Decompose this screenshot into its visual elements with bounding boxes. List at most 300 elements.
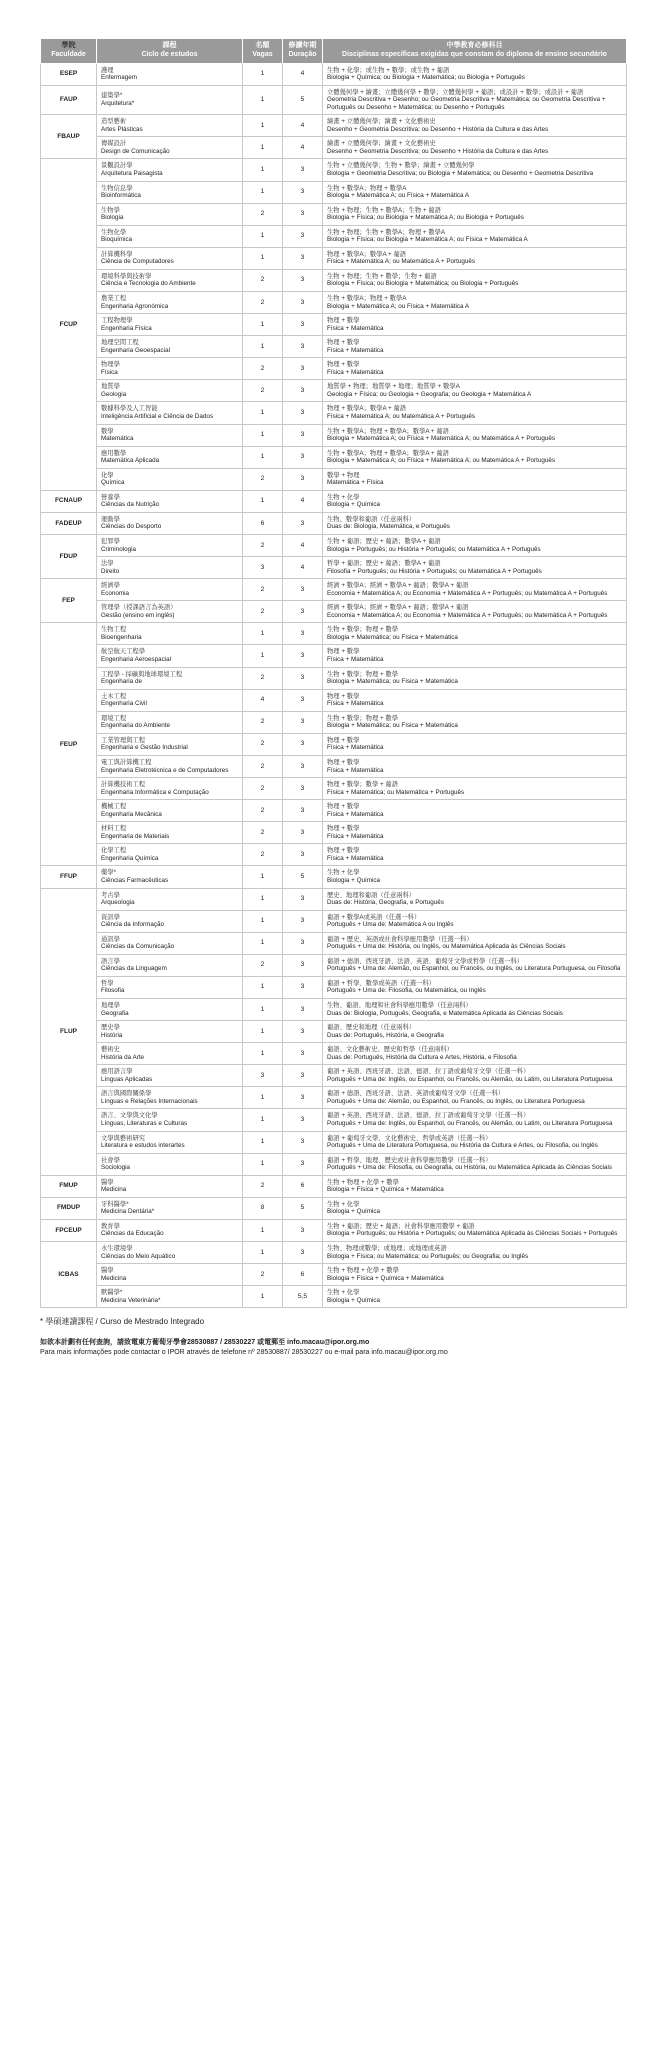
- table-row: [41, 1175, 627, 1197]
- table-row: [41, 225, 627, 247]
- disciplinas-pt: Física + Matemática: [327, 854, 384, 862]
- disciplinas-zh: 葡語、文化藝術史、歷史和哲學（任意兩科）: [327, 1046, 453, 1054]
- table-row: [41, 733, 627, 755]
- course-cell: [97, 822, 243, 844]
- disciplinas-cell: [323, 755, 627, 777]
- disciplinas-zh: 生物 + 物理 + 化學 + 數學: [327, 1178, 399, 1186]
- disciplinas-zh: 物理 + 數學A；數學A + 葡語: [327, 250, 407, 258]
- course-name-pt: Línguas Aplicadas: [101, 1075, 153, 1083]
- disciplinas-pt: Português + Uma de: Filosofia, ou Geografia, ou História, ou Matemática Aplicada às Ciências Sociais: [327, 1164, 613, 1172]
- faculty-cell: FPCEUP: [41, 1219, 97, 1241]
- vagas-cell: 1: [243, 247, 283, 269]
- vagas-cell: 1: [243, 932, 283, 954]
- disciplinas-zh: 生物、物理或數學；或地理；或地理或英語: [327, 1245, 447, 1253]
- contact-footer: [40, 1338, 448, 1358]
- disciplinas-cell: [323, 1197, 627, 1219]
- disciplinas-zh: 物理 + 數學: [327, 648, 360, 656]
- course-name-pt: Engenharia Informática e Computação: [101, 788, 209, 796]
- table-row: [41, 778, 627, 800]
- course-name-zh: 機械工程: [101, 803, 127, 811]
- course-name-pt: Física: [101, 368, 118, 376]
- vagas-cell: 1: [243, 998, 283, 1020]
- disciplinas-cell: [323, 1131, 627, 1153]
- course-cell: [97, 557, 243, 579]
- disciplinas-pt: Física + Matemática: [327, 368, 384, 376]
- duracao-cell: 3: [283, 1109, 323, 1131]
- disciplinas-pt: Biologia + Física + Química + Matemática: [327, 1186, 444, 1194]
- course-name-zh: 景觀設計學: [101, 162, 133, 170]
- vagas-cell: 1: [243, 63, 283, 85]
- course-name-pt: Engenharia Eletrotécnica e de Computadores: [101, 766, 229, 774]
- course-name-pt: Ciências da Comunicação: [101, 943, 175, 951]
- disciplinas-zh: 繪畫 + 立體幾何學；繪畫 + 文化藝術史: [327, 118, 436, 126]
- vagas-cell: 2: [243, 269, 283, 291]
- disciplinas-zh: 生物 + 葡語；歷史 + 葡語；數學A + 葡語: [327, 538, 441, 546]
- disciplinas-pt: Física + Matemática: [327, 766, 384, 774]
- course-name-zh: 土木工程: [101, 692, 127, 700]
- course-name-zh: 牙科醫學*: [101, 1200, 129, 1208]
- course-cell: [97, 1043, 243, 1065]
- disciplinas-zh: 葡語 + 數學A或英語（任選一科）: [327, 913, 421, 921]
- table-row: [41, 181, 627, 203]
- course-name-zh: 數學: [101, 427, 114, 435]
- course-name-pt: Sociologia: [101, 1164, 131, 1172]
- duracao-cell: 3: [283, 1242, 323, 1264]
- disciplinas-zh: 生物 + 化學: [327, 493, 360, 501]
- course-cell: [97, 512, 243, 534]
- disciplinas-zh: 物理 + 數學: [327, 692, 360, 700]
- table-row: [41, 557, 627, 579]
- disciplinas-cell: [323, 976, 627, 998]
- disciplinas-pt: Economia + Matemática A; ou Economia + Matemática A + Português; ou Matemática A + Português: [327, 589, 608, 597]
- vagas-cell: 1: [243, 115, 283, 137]
- disciplinas-zh: 生物 + 物理；生物 + 數學A；生物 + 葡語: [327, 206, 441, 214]
- table-row: [41, 998, 627, 1020]
- table-row: [41, 1197, 627, 1219]
- disciplinas-cell: [323, 888, 627, 910]
- contact-zh: 如欲本計劃有任何查詢，請致電東方葡萄牙學會28530887 / 28530227 或電郵至 info.macau@ipor.org.mo: [40, 1339, 370, 1346]
- header-vagas: 名額 Vagas: [243, 39, 283, 64]
- vagas-cell: 4: [243, 689, 283, 711]
- disciplinas-zh: 物理 + 數學: [327, 803, 360, 811]
- disciplinas-pt: Português + Uma de: História, ou Inglês, ou Matemática Aplicada às Ciências Sociais: [327, 943, 566, 951]
- course-name-pt: Línguas e Relações Internacionais: [101, 1097, 198, 1105]
- table-row: [41, 85, 627, 115]
- course-name-pt: História: [101, 1031, 123, 1039]
- duracao-cell: 3: [283, 755, 323, 777]
- course-name-zh: 語言學: [101, 957, 120, 965]
- vagas-cell: 2: [243, 601, 283, 623]
- duracao-cell: 3: [283, 778, 323, 800]
- course-name-pt: Filosofia: [101, 987, 125, 995]
- table-row: [41, 667, 627, 689]
- table-row: [41, 976, 627, 998]
- duracao-cell: 4: [283, 137, 323, 159]
- duracao-cell: 3: [283, 844, 323, 866]
- duracao-cell: 3: [283, 225, 323, 247]
- table-row: [41, 137, 627, 159]
- disciplinas-pt: Desenho + Geometria Descritiva; ou Desenho + História da Cultura e das Artes: [327, 125, 549, 133]
- vagas-cell: 2: [243, 667, 283, 689]
- duracao-cell: 5: [283, 1197, 323, 1219]
- course-name-pt: Direito: [101, 567, 120, 575]
- course-name-zh: 應用語言學: [101, 1068, 133, 1076]
- duracao-cell: 3: [283, 733, 323, 755]
- duracao-cell: 3: [283, 1043, 323, 1065]
- vagas-cell: 1: [243, 424, 283, 446]
- disciplinas-zh: 繪畫 + 立體幾何學；繪畫 + 文化藝術史: [327, 140, 436, 148]
- course-table: [40, 38, 627, 1308]
- vagas-cell: 2: [243, 822, 283, 844]
- course-cell: [97, 844, 243, 866]
- course-name-zh: 經濟學: [101, 582, 120, 590]
- disciplinas-cell: [323, 778, 627, 800]
- disciplinas-pt: Biologia + Química: [327, 501, 381, 509]
- faculty-cell: FBAUP: [41, 115, 97, 159]
- disciplinas-pt: Física + Matemática A; ou Matemática A + Português: [327, 258, 476, 266]
- disciplinas-pt: Duas de: História, Geografia, e Português: [327, 899, 444, 907]
- disciplinas-pt: Duas de: Biologia, Matemática, e Português: [327, 523, 450, 531]
- course-cell: [97, 1153, 243, 1175]
- disciplinas-zh: 葡語 + 英語、西班牙語、法語、德語、拉丁語或葡萄牙文學（任選一科）: [327, 1068, 530, 1076]
- disciplinas-cell: [323, 1043, 627, 1065]
- duracao-cell: 3: [283, 269, 323, 291]
- vagas-cell: 1: [243, 976, 283, 998]
- course-name-pt: Literatura e estudos interartes: [101, 1142, 185, 1150]
- table-row: [41, 159, 627, 181]
- duracao-cell: 3: [283, 1065, 323, 1087]
- course-cell: [97, 1264, 243, 1286]
- vagas-cell: 1: [243, 888, 283, 910]
- course-cell: [97, 269, 243, 291]
- table-header-row: [41, 39, 627, 64]
- disciplinas-pt: Português + Uma de Literatura Portuguesa, ou História da Cultura e Artes, ou Filosofia, ou Inglês: [327, 1142, 598, 1150]
- table-row: [41, 402, 627, 424]
- disciplinas-cell: [323, 380, 627, 402]
- table-row: [41, 468, 627, 490]
- duracao-cell: 3: [283, 667, 323, 689]
- disciplinas-zh: 生物 + 數學A；物理 + 數學A: [327, 294, 407, 302]
- table-row: [41, 822, 627, 844]
- vagas-cell: 1: [243, 85, 283, 115]
- table-row: [41, 645, 627, 667]
- course-cell: [97, 358, 243, 380]
- course-cell: [97, 601, 243, 623]
- disciplinas-cell: [323, 314, 627, 336]
- course-name-pt: Ciências da Nutrição: [101, 501, 160, 509]
- vagas-cell: 2: [243, 711, 283, 733]
- disciplinas-cell: [323, 932, 627, 954]
- duracao-cell: 3: [283, 446, 323, 468]
- disciplinas-cell: [323, 822, 627, 844]
- disciplinas-zh: 生物 + 數學；物理 + 數學: [327, 714, 399, 722]
- duracao-cell: 3: [283, 468, 323, 490]
- table-row: [41, 269, 627, 291]
- course-name-zh: 生物學: [101, 206, 120, 214]
- disciplinas-pt: Economia + Matemática A; ou Economia + Matemática A + Português; ou Matemática A + Português: [327, 611, 608, 619]
- table-row: [41, 63, 627, 85]
- course-name-pt: Engenharia e Gestão Industrial: [101, 744, 188, 752]
- disciplinas-cell: [323, 1065, 627, 1087]
- vagas-cell: 2: [243, 800, 283, 822]
- duracao-cell: 3: [283, 402, 323, 424]
- course-cell: [97, 63, 243, 85]
- duracao-cell: 3: [283, 358, 323, 380]
- course-cell: [97, 424, 243, 446]
- disciplinas-pt: Física + Matemática: [327, 656, 384, 664]
- disciplinas-cell: [323, 358, 627, 380]
- course-cell: [97, 446, 243, 468]
- course-name-pt: Ciências Farmacêuticas: [101, 876, 169, 884]
- table-row: [41, 535, 627, 557]
- disciplinas-pt: Português + Uma de: Alemão, ou Espanhol, ou Francês, ou Inglês, ou Literatura Portuguesa, ou Filosofia: [327, 965, 621, 973]
- course-name-pt: Engenharia Aeroespacial: [101, 656, 172, 664]
- duracao-cell: 3: [283, 998, 323, 1020]
- table-row: [41, 1087, 627, 1109]
- course-cell: [97, 1021, 243, 1043]
- disciplinas-zh: 物理 + 數學: [327, 758, 360, 766]
- duracao-cell: 6: [283, 1175, 323, 1197]
- course-name-zh: 工程物理學: [101, 317, 133, 325]
- vagas-cell: 1: [243, 1087, 283, 1109]
- table-row: [41, 1109, 627, 1131]
- disciplinas-zh: 生物 + 數學A；物理 + 數學A；數學A + 葡語: [327, 427, 449, 435]
- duracao-cell: 3: [283, 291, 323, 313]
- course-name-zh: 建築學*: [101, 92, 123, 100]
- disciplinas-pt: Português + Uma de: Matemática A ou Inglês: [327, 921, 454, 929]
- course-cell: [97, 888, 243, 910]
- course-name-zh: 地理空間工程: [101, 339, 139, 347]
- table-row: [41, 336, 627, 358]
- disciplinas-cell: [323, 424, 627, 446]
- table-row: [41, 380, 627, 402]
- disciplinas-zh: 生物、葡語、地理和社會科學應用數學（任意兩科）: [327, 1001, 472, 1009]
- course-cell: [97, 976, 243, 998]
- vagas-cell: 1: [243, 446, 283, 468]
- vagas-cell: 1: [243, 1286, 283, 1308]
- course-name-zh: 教育學: [101, 1222, 120, 1230]
- table-row: [41, 314, 627, 336]
- vagas-cell: 1: [243, 490, 283, 512]
- disciplinas-zh: 生物 + 化學: [327, 1289, 360, 1297]
- course-name-zh: 材料工程: [101, 825, 127, 833]
- course-name-zh: 語言、文學與文化學: [101, 1112, 158, 1120]
- vagas-cell: 1: [243, 623, 283, 645]
- disciplinas-cell: [323, 1153, 627, 1175]
- course-cell: [97, 402, 243, 424]
- course-name-zh: 醫學: [101, 1267, 114, 1275]
- duracao-cell: 3: [283, 424, 323, 446]
- course-cell: [97, 910, 243, 932]
- disciplinas-cell: [323, 468, 627, 490]
- vagas-cell: 3: [243, 1065, 283, 1087]
- course-name-zh: 地理學: [101, 1001, 120, 1009]
- duracao-cell: 3: [283, 247, 323, 269]
- table-row: [41, 932, 627, 954]
- vagas-cell: 6: [243, 512, 283, 534]
- disciplinas-zh: 生物 + 化學；或生物 + 數學；或生物 + 葡語: [327, 66, 450, 74]
- disciplinas-cell: [323, 291, 627, 313]
- duracao-cell: 3: [283, 380, 323, 402]
- disciplinas-cell: [323, 711, 627, 733]
- course-cell: [97, 932, 243, 954]
- course-name-pt: Engenharia de Materiais: [101, 832, 170, 840]
- table-row: [41, 800, 627, 822]
- vagas-cell: 8: [243, 1197, 283, 1219]
- course-cell: [97, 778, 243, 800]
- disciplinas-pt: Física + Matemática: [327, 810, 384, 818]
- course-name-zh: 化學工程: [101, 847, 127, 855]
- disciplinas-pt: Biologia + Português; ou História + Português; ou Matemática Aplicada às Ciências Sociais + Português: [327, 1230, 618, 1238]
- disciplinas-pt: Biologia + Química: [327, 1296, 381, 1304]
- course-name-pt: Medicina: [101, 1186, 127, 1194]
- vagas-cell: 1: [243, 910, 283, 932]
- vagas-cell: 1: [243, 1131, 283, 1153]
- course-name-zh: 考古學: [101, 891, 120, 899]
- table-body: [41, 63, 627, 1308]
- vagas-cell: 2: [243, 1175, 283, 1197]
- disciplinas-zh: 葡語 + 德語、西班牙語、法語、英語、葡萄牙文學或哲學（任選一科）: [327, 957, 524, 965]
- disciplinas-cell: [323, 512, 627, 534]
- course-cell: [97, 1065, 243, 1087]
- duracao-cell: 5: [283, 85, 323, 115]
- table-row: [41, 203, 627, 225]
- course-cell: [97, 1087, 243, 1109]
- disciplinas-cell: [323, 800, 627, 822]
- disciplinas-zh: 經濟 + 數學A；經濟 + 數學A + 葡語；數學A + 葡語: [327, 604, 469, 612]
- disciplinas-pt: Física + Matemática; ou Matemática + Português: [327, 788, 465, 796]
- vagas-cell: 1: [243, 402, 283, 424]
- course-name-pt: Ciências da Linguagem: [101, 965, 167, 973]
- duracao-cell: 4: [283, 115, 323, 137]
- vagas-cell: 2: [243, 579, 283, 601]
- course-name-pt: Inteligência Artificial e Ciência de Dados: [101, 413, 214, 420]
- disciplinas-zh: 生物 + 化學: [327, 869, 360, 877]
- duracao-cell: 3: [283, 623, 323, 645]
- duracao-cell: 4: [283, 535, 323, 557]
- table-row: [41, 1131, 627, 1153]
- course-name-pt: Ciências da Educação: [101, 1230, 164, 1238]
- vagas-cell: 2: [243, 468, 283, 490]
- faculty-cell: FCNAUP: [41, 490, 97, 512]
- faculty-cell: FCUP: [41, 159, 97, 490]
- disciplinas-pt: Biologia + Matemática; ou Física + Matemática: [327, 722, 458, 730]
- faculty-cell: FMUP: [41, 1175, 97, 1197]
- disciplinas-zh: 葡語 + 哲學、數學或英語（任選一科）: [327, 979, 435, 987]
- duracao-cell: 3: [283, 689, 323, 711]
- course-cell: [97, 689, 243, 711]
- disciplinas-pt: Biologia + Química; ou Biologia + Matemática; ou Biologia + Português: [327, 74, 525, 82]
- disciplinas-pt: Português + Uma de: Filosofia, ou Matemática, ou Inglês: [327, 987, 486, 995]
- course-name-pt: Línguas, Literaturas e Culturas: [101, 1120, 188, 1127]
- course-name-pt: Arqueologia: [101, 899, 135, 907]
- disciplinas-zh: 地質學 + 物理；地質學 + 地理；地質學 + 數學A: [327, 383, 460, 391]
- disciplinas-zh: 立體幾何學 + 繪畫；立體幾何學 + 數學；立體幾何學 + 葡語；或設計 + 數學；或設計 + 葡語: [327, 88, 584, 96]
- course-cell: [97, 579, 243, 601]
- course-name-zh: 計算機技術工程: [101, 781, 146, 789]
- disciplinas-zh: 生物 + 化學: [327, 1200, 360, 1208]
- course-name-pt: Artes Plásticas: [101, 125, 143, 133]
- course-cell: [97, 1242, 243, 1264]
- course-name-zh: 生物信息學: [101, 184, 133, 192]
- table-row: [41, 1242, 627, 1264]
- disciplinas-cell: [323, 137, 627, 159]
- duracao-cell: 3: [283, 159, 323, 181]
- disciplinas-cell: [323, 402, 627, 424]
- disciplinas-cell: [323, 579, 627, 601]
- disciplinas-cell: [323, 733, 627, 755]
- course-cell: [97, 645, 243, 667]
- disciplinas-zh: 生物 + 數學；物理 + 數學: [327, 670, 399, 678]
- course-name-zh: 生物化學: [101, 228, 127, 236]
- disciplinas-pt: Duas de: Português, História, e Geografia: [327, 1031, 444, 1039]
- duracao-cell: 3: [283, 910, 323, 932]
- disciplinas-pt: Física + Matemática: [327, 832, 384, 840]
- header-faculty: 學院 Faculdade: [41, 39, 97, 64]
- disciplinas-zh: 葡語 + 葡萄牙文學、文化藝術史、哲學或英語（任選一科）: [327, 1134, 492, 1142]
- course-name-zh: 犯罪學: [101, 538, 120, 546]
- duracao-cell: 3: [283, 181, 323, 203]
- faculty-cell: FADEUP: [41, 512, 97, 534]
- vagas-cell: 1: [243, 1109, 283, 1131]
- disciplinas-cell: [323, 181, 627, 203]
- duracao-cell: 3: [283, 1153, 323, 1175]
- disciplinas-pt: Física + Matemática: [327, 700, 384, 708]
- course-name-pt: Bioinformática: [101, 192, 141, 200]
- duracao-cell: 3: [283, 932, 323, 954]
- disciplinas-pt: Física + Matemática: [327, 744, 384, 752]
- duracao-cell: 4: [283, 490, 323, 512]
- faculty-cell: FFUP: [41, 866, 97, 888]
- disciplinas-cell: [323, 85, 627, 115]
- course-name-zh: 歷史學: [101, 1024, 120, 1032]
- course-name-zh: 農業工程: [101, 294, 127, 302]
- vagas-cell: 3: [243, 557, 283, 579]
- vagas-cell: 1: [243, 1219, 283, 1241]
- vagas-cell: 1: [243, 336, 283, 358]
- course-name-zh: 航空航天工程學: [101, 648, 146, 656]
- duracao-cell: 3: [283, 601, 323, 623]
- course-cell: [97, 380, 243, 402]
- disciplinas-zh: 生物 + 數學；物理 + 數學: [327, 626, 399, 634]
- table-row: [41, 1286, 627, 1308]
- course-name-zh: 工業管理與工程: [101, 736, 146, 744]
- course-cell: [97, 203, 243, 225]
- course-cell: [97, 1286, 243, 1308]
- duracao-cell: 3: [283, 976, 323, 998]
- disciplinas-zh: 物理 + 數學: [327, 361, 360, 369]
- course-name-pt: Engenharia Civil: [101, 700, 147, 708]
- duracao-cell: 3: [283, 336, 323, 358]
- disciplinas-pt: Português + Uma de: Inglês, ou Espanhol, ou Francês, ou Alemão, ou Latim, ou Literatura Portuguesa: [327, 1075, 613, 1083]
- table-row: [41, 954, 627, 976]
- disciplinas-pt: Biologia + Matemática A; ou Física + Matemática A: [327, 192, 470, 200]
- course-name-zh: 傳媒設計: [101, 140, 127, 148]
- disciplinas-zh: 物理 + 數學: [327, 825, 360, 833]
- disciplinas-pt: Biologia + Português; ou História + Português; ou Matemática A + Português: [327, 545, 541, 553]
- faculty-cell: ESEP: [41, 63, 97, 85]
- course-name-pt: Engenharia Agronómica: [101, 302, 169, 310]
- vagas-cell: 1: [243, 866, 283, 888]
- vagas-cell: 2: [243, 755, 283, 777]
- disciplinas-cell: [323, 667, 627, 689]
- vagas-cell: 2: [243, 203, 283, 225]
- vagas-cell: 2: [243, 844, 283, 866]
- duracao-cell: 3: [283, 203, 323, 225]
- disciplinas-cell: [323, 998, 627, 1020]
- course-name-zh: 物理學: [101, 361, 120, 369]
- course-name-pt: Engenharia Física: [101, 324, 152, 332]
